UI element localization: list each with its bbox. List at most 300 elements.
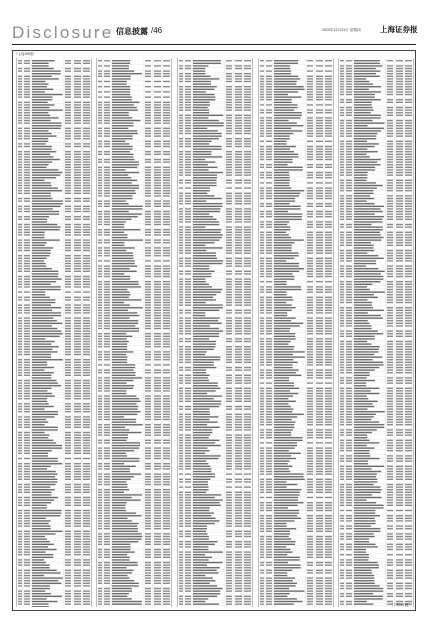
table-cell-text <box>112 388 133 389</box>
table-cell-text <box>24 211 30 212</box>
table-cell-text <box>163 304 170 305</box>
table-cell-text <box>193 481 208 482</box>
table-cell-text <box>235 120 242 121</box>
table-cell-text <box>18 505 22 506</box>
table-cell-text <box>235 580 242 581</box>
table-cell-text <box>18 393 22 394</box>
table-cell-text <box>154 536 161 537</box>
table-cell-text <box>226 559 232 560</box>
table-cell-text <box>74 580 81 581</box>
table-cell-text <box>235 546 242 547</box>
table-cell-text <box>112 369 134 370</box>
table-cell-text <box>193 531 206 532</box>
table-cell-text <box>307 234 313 235</box>
table-cell-text <box>307 260 313 261</box>
table-cell-text <box>185 99 191 100</box>
table-cell-text <box>307 91 313 92</box>
table-cell-text <box>24 307 30 308</box>
table-cell-text <box>83 286 90 287</box>
table-cell-text <box>104 596 110 597</box>
table-cell-text <box>74 167 81 168</box>
table-cell-text <box>65 169 71 170</box>
table-cell-text <box>145 468 151 469</box>
table-cell-text <box>193 94 214 95</box>
table-cell-text <box>266 356 272 357</box>
table-cell-text <box>316 455 323 456</box>
table-cell-text <box>266 304 272 305</box>
table-cell-text <box>65 564 71 565</box>
table-cell-text <box>260 447 264 448</box>
table-cell-text <box>32 440 53 441</box>
table-cell-text <box>260 297 264 298</box>
table-cell-text <box>154 440 161 441</box>
table-cell-text <box>193 424 207 425</box>
table-cell-text <box>154 406 161 407</box>
table-cell-text <box>112 141 125 142</box>
table-cell-text <box>65 562 71 563</box>
table-cell-text <box>65 234 71 235</box>
table-cell-text <box>74 239 81 240</box>
table-cell-text <box>104 489 110 490</box>
table-cell-text <box>98 180 102 181</box>
table-cell-text <box>244 143 251 144</box>
table-cell-text <box>274 167 303 168</box>
table-cell-text <box>325 372 332 373</box>
table-cell-text <box>154 463 161 464</box>
table-cell-text <box>179 536 183 537</box>
table-cell-text <box>193 286 212 287</box>
table-cell-text <box>307 486 313 487</box>
table-cell-text <box>32 572 61 573</box>
table-cell-text <box>24 349 30 350</box>
table-cell-text <box>74 546 81 547</box>
table-cell-text <box>307 424 313 425</box>
table-cell-text <box>145 76 151 77</box>
table-cell-text <box>179 198 183 199</box>
table-cell-text <box>145 382 151 383</box>
table-cell-text <box>112 68 129 69</box>
table-cell-text <box>260 421 264 422</box>
table-cell-text <box>260 359 264 360</box>
table-cell-text <box>226 577 232 578</box>
table-cell-text <box>98 411 102 412</box>
table-cell-text <box>163 551 170 552</box>
table-cell-text <box>83 445 90 446</box>
table-cell-text <box>83 180 90 181</box>
table-cell-text <box>65 541 71 542</box>
table-cell-text <box>74 554 81 555</box>
table-cell-text <box>83 593 90 594</box>
table-cell-text <box>260 354 264 355</box>
table-cell-text <box>185 525 191 526</box>
table-cell-text <box>18 484 22 485</box>
table-cell-text <box>112 174 128 175</box>
table-cell-text <box>65 211 71 212</box>
table-cell-text <box>226 502 232 503</box>
table-cell-text <box>145 193 151 194</box>
table-cell-text <box>266 408 272 409</box>
table-cell-text <box>307 549 313 550</box>
table-cell-text <box>266 65 272 66</box>
table-cell-text <box>266 273 272 274</box>
table-cell-text <box>260 484 264 485</box>
table-cell-text <box>244 408 251 409</box>
table-cell-text <box>274 499 298 500</box>
table-cell-text <box>32 102 48 103</box>
table-cell-text <box>325 541 332 542</box>
table-cell-text <box>24 320 30 321</box>
table-cell-text <box>163 494 170 495</box>
table-cell-text <box>316 333 323 334</box>
table-cell-text <box>104 343 110 344</box>
table-cell-text <box>112 455 127 456</box>
table-cell-text <box>274 208 301 209</box>
table-cell-text <box>65 385 71 386</box>
table-cell-text <box>179 96 183 97</box>
table-cell-text <box>24 590 30 591</box>
table-cell-text <box>112 338 127 339</box>
table-cell-text <box>32 286 61 287</box>
table-cell-text <box>24 109 30 110</box>
table-cell-text <box>274 271 299 272</box>
table-cell-text <box>266 146 272 147</box>
table-cell-text <box>145 583 151 584</box>
table-cell-text <box>244 169 251 170</box>
table-cell-text <box>226 91 232 92</box>
table-cell-text <box>32 141 48 142</box>
table-cell-text <box>185 122 191 123</box>
table-cell-text <box>244 494 251 495</box>
table-cell-text <box>83 364 90 365</box>
table-cell-text <box>65 471 71 472</box>
table-cell-text <box>226 497 232 498</box>
table-cell-text <box>104 499 110 500</box>
table-cell-text <box>179 349 183 350</box>
table-cell-text <box>193 310 219 311</box>
table-cell-text <box>163 583 170 584</box>
table-cell-text <box>74 328 81 329</box>
table-cell-text <box>24 562 30 563</box>
table-cell-text <box>18 497 22 498</box>
table-cell-text <box>83 437 90 438</box>
table-column-4 <box>258 58 334 607</box>
table-cell-text <box>74 208 81 209</box>
table-cell-text <box>260 250 264 251</box>
table-cell-text <box>145 523 151 524</box>
table-cell-text <box>32 245 45 246</box>
table-cell-text <box>163 286 170 287</box>
table-cell-text <box>274 78 300 79</box>
table-cell-text <box>185 395 191 396</box>
table-cell-text <box>163 453 170 454</box>
table-cell-text <box>154 315 161 316</box>
table-cell-text <box>104 395 110 396</box>
table-cell-text <box>179 81 183 82</box>
table-cell-text <box>104 336 110 337</box>
table-cell-text <box>307 341 313 342</box>
table-cell-text <box>260 117 264 118</box>
table-cell-text <box>325 518 332 519</box>
table-cell-text <box>325 268 332 269</box>
table-cell-text <box>316 414 323 415</box>
table-cell-text <box>65 372 71 373</box>
table-cell-text <box>18 323 22 324</box>
table-cell-text <box>65 343 71 344</box>
table-cell-text <box>325 398 332 399</box>
table-cell-text <box>193 120 219 121</box>
table-cell-text <box>163 239 170 240</box>
table-cell-text <box>74 60 81 61</box>
table-cell-text <box>316 245 323 246</box>
table-cell-text <box>316 486 323 487</box>
table-cell-text <box>112 310 128 311</box>
table-cell-text <box>325 148 332 149</box>
table-cell-text <box>193 341 216 342</box>
table-cell-text <box>104 406 110 407</box>
table-cell-text <box>32 354 51 355</box>
table-cell-text <box>163 167 170 168</box>
table-cell-text <box>266 247 272 248</box>
table-cell-text <box>24 585 30 586</box>
table-cell-text <box>274 65 290 66</box>
table-cell-text <box>226 104 232 105</box>
table-cell-text <box>32 533 56 534</box>
table-cell-text <box>235 208 242 209</box>
table-cell-text <box>112 603 142 604</box>
table-cell-text <box>274 216 302 217</box>
table-cell-text <box>260 505 264 506</box>
table-cell-text <box>98 234 102 235</box>
table-cell-text <box>266 536 272 537</box>
table-cell-text <box>154 468 161 469</box>
table-cell-text <box>179 172 183 173</box>
table-cell-text <box>24 497 30 498</box>
table-cell-text <box>112 427 125 428</box>
table-cell-text <box>185 427 191 428</box>
table-cell-text <box>307 538 313 539</box>
table-cell-text <box>193 232 221 233</box>
table-cell-text <box>83 499 90 500</box>
table-cell-text <box>112 122 133 123</box>
table-cell-text <box>235 505 242 506</box>
table-cell-text <box>24 135 30 136</box>
table-cell-text <box>274 164 288 165</box>
table-cell-text <box>185 497 191 498</box>
table-cell-text <box>325 419 332 420</box>
table-cell-text <box>154 281 161 282</box>
table-cell-text <box>83 518 90 519</box>
table-cell-text <box>112 541 138 542</box>
table-cell-text <box>154 466 161 467</box>
table-cell-text <box>179 598 183 599</box>
table-cell-text <box>98 593 102 594</box>
table-cell-text <box>266 234 272 235</box>
table-cell-text <box>193 525 207 526</box>
table-cell-text <box>24 442 30 443</box>
table-cell-text <box>18 408 22 409</box>
table-cell-text <box>83 510 90 511</box>
table-cell-text <box>179 429 183 430</box>
table-cell-text <box>244 237 251 238</box>
table-cell-text <box>154 260 161 261</box>
table-cell-text <box>185 239 191 240</box>
table-cell-text <box>193 559 209 560</box>
table-cell-text <box>307 167 313 168</box>
table-cell-text <box>185 120 191 121</box>
table-cell-text <box>104 286 110 287</box>
table-cell-text <box>163 395 170 396</box>
table-cell-text <box>316 104 323 105</box>
table-cell-text <box>274 544 295 545</box>
table-cell-text <box>193 299 216 300</box>
table-cell-text <box>193 128 207 129</box>
table-cell-text <box>154 320 161 321</box>
table-cell-text <box>32 169 59 170</box>
table-cell-text <box>244 213 251 214</box>
table-cell-text <box>24 146 30 147</box>
table-cell-text <box>154 593 161 594</box>
table-cell-text <box>65 398 71 399</box>
table-cell-text <box>154 455 161 456</box>
table-cell-text <box>74 117 81 118</box>
table-cell-text <box>32 320 57 321</box>
table-cell-text <box>24 81 30 82</box>
table-cell-text <box>32 94 62 95</box>
table-cell-text <box>112 559 130 560</box>
table-cell-text <box>179 109 183 110</box>
table-cell-text <box>65 593 71 594</box>
table-cell-text <box>307 148 313 149</box>
table-cell-text <box>154 507 161 508</box>
table-cell-text <box>32 284 51 285</box>
table-cell-text <box>112 549 130 550</box>
table-cell-text <box>266 99 272 100</box>
table-cell-text <box>24 112 30 113</box>
table-cell-text <box>193 278 205 279</box>
table-cell-text <box>244 481 251 482</box>
table-cell-text <box>244 242 251 243</box>
table-cell-text <box>74 354 81 355</box>
table-cell-text <box>193 89 214 90</box>
table-cell-text <box>274 245 292 246</box>
table-cell-text <box>316 70 323 71</box>
table-cell-text <box>274 237 291 238</box>
table-cell-text <box>65 109 71 110</box>
table-cell-text <box>193 419 210 420</box>
table-cell-text <box>179 583 183 584</box>
table-cell-text <box>163 458 170 459</box>
table-cell-text <box>18 96 22 97</box>
table-cell-text <box>98 570 102 571</box>
table-cell-text <box>316 538 323 539</box>
table-cell-text <box>193 208 221 209</box>
table-cell-text <box>226 154 232 155</box>
table-cell-text <box>32 507 47 508</box>
table-cell-text <box>24 291 30 292</box>
table-cell-text <box>145 518 151 519</box>
table-cell-text <box>193 122 224 123</box>
table-cell-text <box>193 562 223 563</box>
table-cell-text <box>32 128 61 129</box>
table-cell-text <box>179 208 183 209</box>
table-cell-text <box>307 172 313 173</box>
table-cell-text <box>112 226 124 227</box>
table-cell-text <box>18 492 22 493</box>
table-cell-text <box>226 473 232 474</box>
table-cell-text <box>260 320 264 321</box>
table-cell-text <box>32 213 59 214</box>
table-cell-text <box>185 289 191 290</box>
table-cell-text <box>163 499 170 500</box>
table-cell-text <box>244 216 251 217</box>
table-cell-text <box>274 533 290 534</box>
table-cell-text <box>307 544 313 545</box>
table-cell-text <box>185 281 191 282</box>
table-cell-text <box>260 148 264 149</box>
table-cell-text <box>83 323 90 324</box>
table-cell-text <box>163 557 170 558</box>
table-cell-text <box>83 265 90 266</box>
table-cell-text <box>325 411 332 412</box>
table-cell-text <box>83 341 90 342</box>
table-cell-text <box>179 294 183 295</box>
table-cell-text <box>274 174 290 175</box>
table-cell-text <box>74 89 81 90</box>
table-cell-text <box>145 146 151 147</box>
table-cell-text <box>307 104 313 105</box>
table-cell-text <box>266 518 272 519</box>
table-cell-text <box>274 135 290 136</box>
table-cell-text <box>104 398 110 399</box>
table-cell-text <box>65 304 71 305</box>
table-cell-text <box>274 442 297 443</box>
table-cell-text <box>179 258 183 259</box>
table-cell-text <box>18 346 22 347</box>
table-cell-text <box>24 484 30 485</box>
table-cell-text <box>193 252 216 253</box>
table-cell-text <box>65 486 71 487</box>
table-cell-text <box>18 310 22 311</box>
table-cell-text <box>244 351 251 352</box>
table-cell-text <box>193 601 205 602</box>
table-cell-text <box>307 471 313 472</box>
table-cell-text <box>307 263 313 264</box>
table-cell-text <box>274 278 294 279</box>
table-cell-text <box>193 580 215 581</box>
table-cell-text <box>244 588 251 589</box>
table-cell-text <box>83 138 90 139</box>
table-cell-text <box>235 570 242 571</box>
table-cell-text <box>244 440 251 441</box>
table-cell-text <box>24 369 30 370</box>
table-cell-text <box>307 525 313 526</box>
table-cell-text <box>112 159 134 160</box>
table-cell-text <box>266 174 272 175</box>
table-cell-text <box>32 271 58 272</box>
table-cell-text <box>24 499 30 500</box>
table-cell-text <box>104 260 110 261</box>
table-cell-text <box>226 455 232 456</box>
table-cell-text <box>260 437 264 438</box>
table-cell-text <box>65 351 71 352</box>
table-cell-text <box>226 544 232 545</box>
table-cell-text <box>193 364 214 365</box>
table-cell-text <box>24 200 30 201</box>
table-cell-text <box>112 512 136 513</box>
table-cell-text <box>325 406 332 407</box>
table-cell-text <box>65 549 71 550</box>
table-cell-text <box>226 99 232 100</box>
